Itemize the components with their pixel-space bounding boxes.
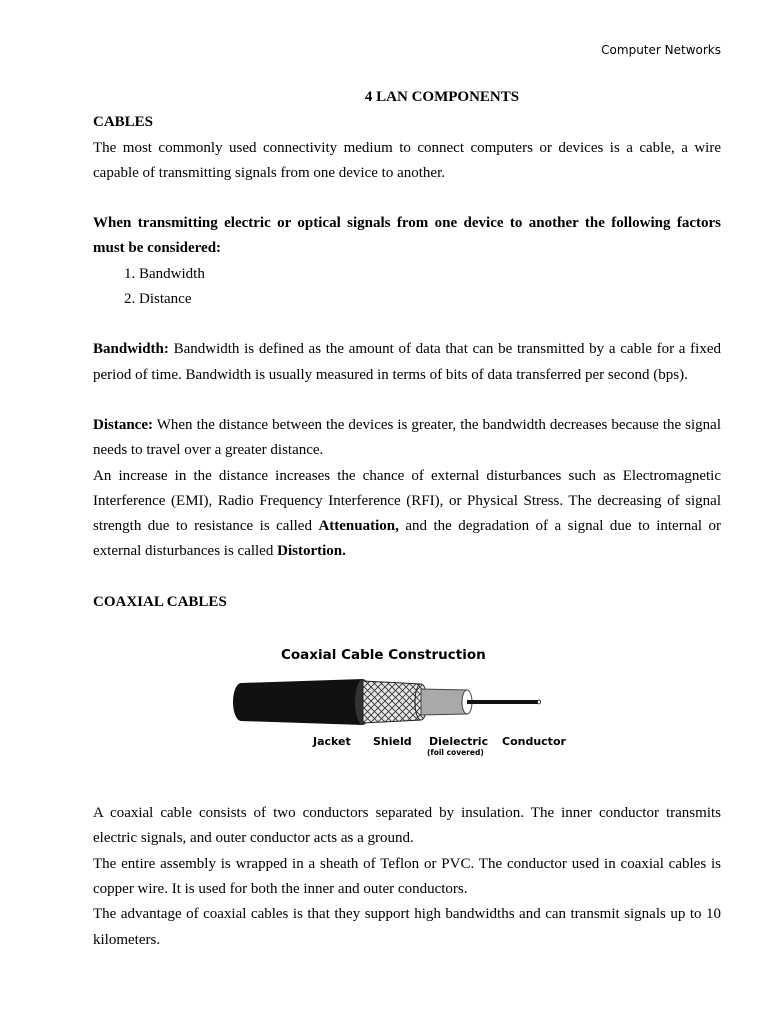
dielectric-shape (421, 689, 467, 715)
distance-detail-text-2: and the degradation of a signal due to internal or external disturbances is called (93, 518, 721, 560)
distance-paragraph (93, 413, 721, 464)
distance-detail-paragraph (93, 464, 721, 565)
bandwidth-paragraph (93, 337, 721, 388)
factors-list (93, 262, 721, 313)
distortion-term: Distortion. (277, 543, 346, 560)
cables-intro: The most commonly used connectivity medium to connect computers or devices is a cable, a wire capable of transmitting signals from one device to another. (93, 139, 721, 181)
dielectric-note: (foil covered) (427, 748, 484, 758)
document-body (93, 85, 721, 953)
cables-heading: CABLES (93, 114, 154, 131)
bandwidth-label: Bandwidth: (93, 341, 169, 358)
coaxial-paragraph-1: A coaxial cable consists of two conductors separated by insulation. The inner conductor transmits electric signals, and outer conductor acts as a ground. (93, 805, 721, 847)
shield-label: Shield (373, 735, 412, 749)
coaxial-figure (93, 633, 721, 783)
bandwidth-text: Bandwidth is defined as the amount of data that can be transmitted by a cable for a fixed period of time. Bandwidth is usually measured in terms of bits of data transferred per second (bps). (93, 341, 721, 383)
jacket-shape (241, 679, 363, 725)
page-title: 4 LAN COMPONENTS (364, 89, 520, 105)
coaxial-cable-illustration (231, 673, 551, 731)
dielectric-label: Dielectric (429, 735, 489, 749)
jacket-label: Jacket (313, 735, 351, 749)
factors-heading: When transmitting electric or optical signals from one device to another the following factors must be considered: (93, 215, 721, 257)
list-item: 2. Distance (139, 287, 721, 312)
distance-detail-text-1: An increase in the distance increases the chance of external disturbances such as Electromagnetic Interference (EMI), Radio Frequency Interference (RFI), or Physical Stress. The decreasing of signal strength due to resistance is called (93, 467, 721, 535)
shield-shape (363, 681, 421, 723)
figure-title: Coaxial Cable Construction (281, 647, 486, 664)
coaxial-heading: COAXIAL CABLES (93, 593, 227, 610)
page-header: Computer Networks (601, 43, 721, 57)
attenuation-term: Attenuation, (318, 518, 399, 535)
coaxial-paragraph-3: The advantage of coaxial cables is that they support high bandwidths and can transmit signals up to 10 kilometers. (93, 906, 721, 948)
list-item: 1. Bandwidth (139, 262, 721, 287)
distance-label: Distance: (93, 416, 153, 433)
conductor-shape (467, 700, 539, 704)
conductor-label: Conductor (502, 735, 566, 749)
distance-text: When the distance between the devices is greater, the bandwidth decreases because the signal needs to travel over a greater distance. (93, 416, 721, 459)
jacket-end (233, 683, 249, 721)
coaxial-paragraph-2: The entire assembly is wrapped in a sheath of Teflon or PVC. The conductor used in coaxial cables is copper wire. It is used for both the inner and outer conductors. (93, 855, 721, 897)
